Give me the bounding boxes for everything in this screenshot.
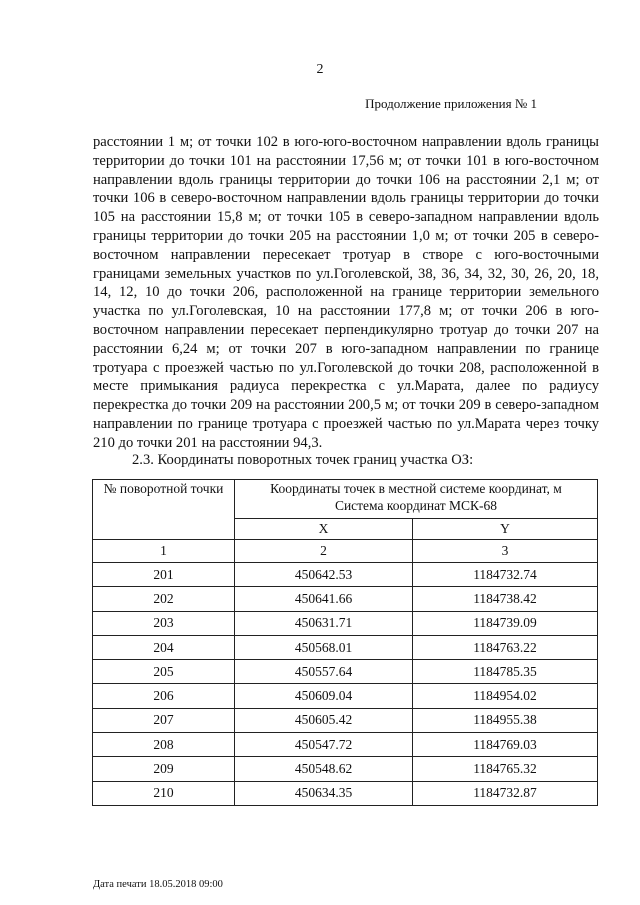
y-cell: 1184765.32 xyxy=(413,757,598,781)
point-cell: 201 xyxy=(93,563,235,587)
column-number: 2 xyxy=(235,540,413,563)
x-cell: 450605.42 xyxy=(235,708,413,732)
section-heading: 2.3. Координаты поворотных точек границ участка ОЗ: xyxy=(132,452,474,468)
header-coordinates xyxy=(235,480,598,519)
column-number: 3 xyxy=(413,540,598,563)
table-row xyxy=(93,563,598,587)
x-cell: 450557.64 xyxy=(235,660,413,684)
y-cell: 1184785.35 xyxy=(413,660,598,684)
y-cell: 1184732.87 xyxy=(413,781,598,805)
table-row xyxy=(93,587,598,611)
point-cell: 205 xyxy=(93,660,235,684)
y-cell: 1184769.03 xyxy=(413,733,598,757)
header-coordinates-line2: Система координат МСК-68 xyxy=(334,498,498,513)
point-cell: 208 xyxy=(93,733,235,757)
table-row xyxy=(93,684,598,708)
x-cell: 450641.66 xyxy=(235,587,413,611)
x-cell: 450642.53 xyxy=(235,563,413,587)
x-cell: 450609.04 xyxy=(235,684,413,708)
table-row xyxy=(93,660,598,684)
header-coordinates-line1: Координаты точек в местной системе координат, м xyxy=(270,481,562,496)
y-cell: 1184955.38 xyxy=(413,708,598,732)
y-cell: 1184738.42 xyxy=(413,587,598,611)
table-row xyxy=(93,611,598,635)
x-cell: 450631.71 xyxy=(235,611,413,635)
body-paragraph: расстоянии 1 м; от точки 102 в юго-юго-восточном направлении вдоль границы территории до точки 101 на расстоянии 17,56 м; от точки 101 в юго-восточном направлении вдоль границы территории до точки 106 на расстоянии 2,1 м; от точки 106 в северо-восточном направлении вдоль границы территории до точки 105 на расстоянии 15,8 м; от точки 105 в северо-западном направлении вдоль границы территории до точки 205 на расстоянии 1,0 м; от точки 205 в северо-восточном направлении пересекает тротуар в створе с юго-восточными границами земельных участков по ул.Гоголевской, 38, 36, 34, 32, 30, 26, 20, 18, 14, 12, 10 до точки 206, расположенной на границе территории земельного участка по ул.Гоголевская, 10 на расстоянии 177,8 м; от точки 206 в юго-восточном направлении пересекает перпендикулярно тротуар до точки 207 на расстоянии 6,24 м; от точки 207 в юго-западном направлении по границе тротуара с проезжей частью по ул.Гоголевской до точки 208, расположенной в месте примыкания радиуса перекрестка с ул.Марата, далее по радиусу перекрестка до точки 209 на расстоянии 200,5 м; от точки 209 в северо-западном направлении по границе тротуара с проезжей частью по ул.Марата через точку 210 до точки 201 на расстоянии 94,3. xyxy=(93,134,599,451)
point-cell: 202 xyxy=(93,587,235,611)
x-cell: 450634.35 xyxy=(235,781,413,805)
header-x: X xyxy=(235,519,413,540)
continuation-label: Продолжение приложения № 1 xyxy=(365,96,537,111)
y-cell: 1184739.09 xyxy=(413,611,598,635)
point-cell: 203 xyxy=(93,611,235,635)
table-row xyxy=(93,757,598,781)
header-point-number: № поворотной точки xyxy=(93,480,235,540)
y-cell: 1184763.22 xyxy=(413,635,598,659)
x-cell: 450547.72 xyxy=(235,733,413,757)
header-y: Y xyxy=(413,519,598,540)
page-number: 2 xyxy=(316,62,324,77)
print-date: Дата печати 18.05.2018 09:00 xyxy=(93,879,223,890)
column-number: 1 xyxy=(93,540,235,563)
coordinates-table xyxy=(92,479,598,806)
x-cell: 450548.62 xyxy=(235,757,413,781)
table-row xyxy=(93,708,598,732)
y-cell: 1184954.02 xyxy=(413,684,598,708)
table-row xyxy=(93,733,598,757)
point-cell: 210 xyxy=(93,781,235,805)
point-cell: 204 xyxy=(93,635,235,659)
x-cell: 450568.01 xyxy=(235,635,413,659)
table-row xyxy=(93,635,598,659)
point-cell: 207 xyxy=(93,708,235,732)
point-cell: 206 xyxy=(93,684,235,708)
point-cell: 209 xyxy=(93,757,235,781)
y-cell: 1184732.74 xyxy=(413,563,598,587)
table-row xyxy=(93,781,598,805)
